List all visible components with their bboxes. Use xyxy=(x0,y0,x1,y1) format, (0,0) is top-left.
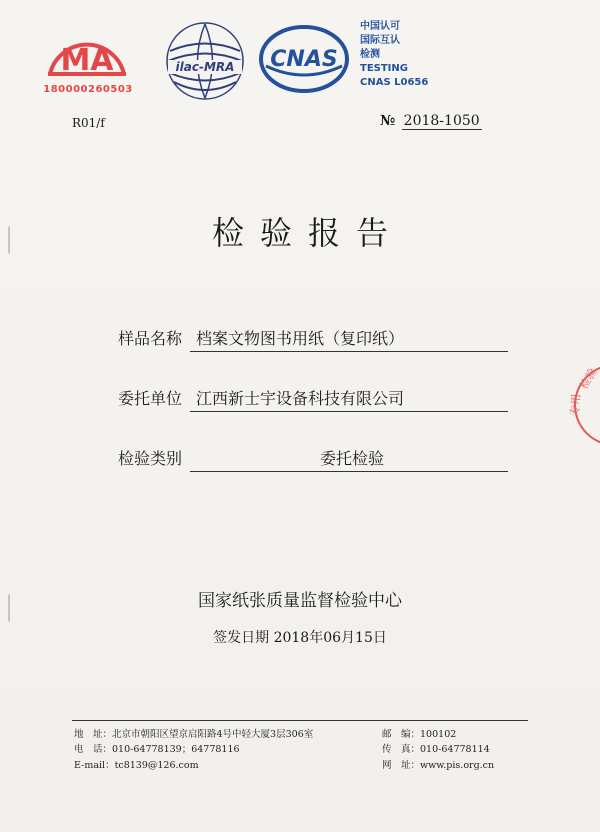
official-seal-icon xyxy=(560,360,600,450)
cnas-text: CNAS xyxy=(270,47,338,72)
field-value-text: 委托检验 xyxy=(319,449,384,468)
ilac-text: ilac-MRA xyxy=(175,60,235,74)
footer-label: 网 址： xyxy=(382,760,421,771)
cnas-logo-icon xyxy=(258,24,350,94)
footer-value: 010-64778139；64778116 xyxy=(112,744,240,755)
field-value-text: 档案文物图书用纸（复印纸） xyxy=(196,329,405,348)
field-value xyxy=(190,446,508,472)
field-value xyxy=(190,386,508,412)
cma-text: MA xyxy=(60,43,114,78)
footer-value: 010-64778114 xyxy=(420,744,490,755)
cnas-info-block xyxy=(360,20,428,90)
ilac-mra-logo-icon xyxy=(160,16,250,106)
field-label: 委托单位 xyxy=(118,389,183,408)
issuer-name: 国家纸张质量监督检验中心 xyxy=(198,591,402,611)
footer-value: 100102 xyxy=(420,729,457,740)
footer-phone xyxy=(74,741,240,755)
number-sign: № xyxy=(380,113,396,129)
footer-email xyxy=(74,757,199,771)
report-number xyxy=(380,113,482,129)
field-value-text: 江西新士宇设备科技有限公司 xyxy=(196,389,405,408)
footer-label: 电 话： xyxy=(74,744,113,755)
cnas-info-line: 中国认可 xyxy=(360,21,400,32)
footer-address xyxy=(74,726,313,740)
field-label: 检验类别 xyxy=(118,449,183,468)
svg-text:专用: 专用 xyxy=(568,393,583,417)
footer-divider xyxy=(72,720,528,721)
footer-label: E-mail： xyxy=(74,760,115,771)
cma-number: 180000260503 xyxy=(43,84,133,95)
issue-date: 签发日期 2018年06月15日 xyxy=(213,630,387,646)
form-code: R01/f xyxy=(72,116,105,130)
cma-logo-icon xyxy=(44,26,130,90)
footer-website xyxy=(382,757,494,771)
svg-text:检验: 检验 xyxy=(577,365,600,392)
cnas-info-line: 检测 xyxy=(360,49,380,60)
cnas-info-line: TESTING xyxy=(360,63,408,74)
footer-value: 北京市朝阳区望京启阳路4号中轻大厦3层306室 xyxy=(112,729,314,740)
page-title: 检验报告 xyxy=(211,214,404,252)
cnas-info-line: CNAS L0656 xyxy=(360,77,429,88)
field-value xyxy=(190,326,508,352)
report-number-value: 2018-1050 xyxy=(403,113,480,129)
footer-label: 邮 编： xyxy=(382,729,421,740)
footer-label: 传 真： xyxy=(382,744,421,755)
footer-value: www.pis.org.cn xyxy=(420,760,495,771)
footer-label: 地 址： xyxy=(74,729,113,740)
footer-fax xyxy=(382,741,490,755)
footer-postcode xyxy=(382,726,456,740)
field-label: 样品名称 xyxy=(118,329,183,348)
footer-value: tc8139@126.com xyxy=(114,760,199,771)
cnas-info-line: 国际互认 xyxy=(360,35,400,46)
